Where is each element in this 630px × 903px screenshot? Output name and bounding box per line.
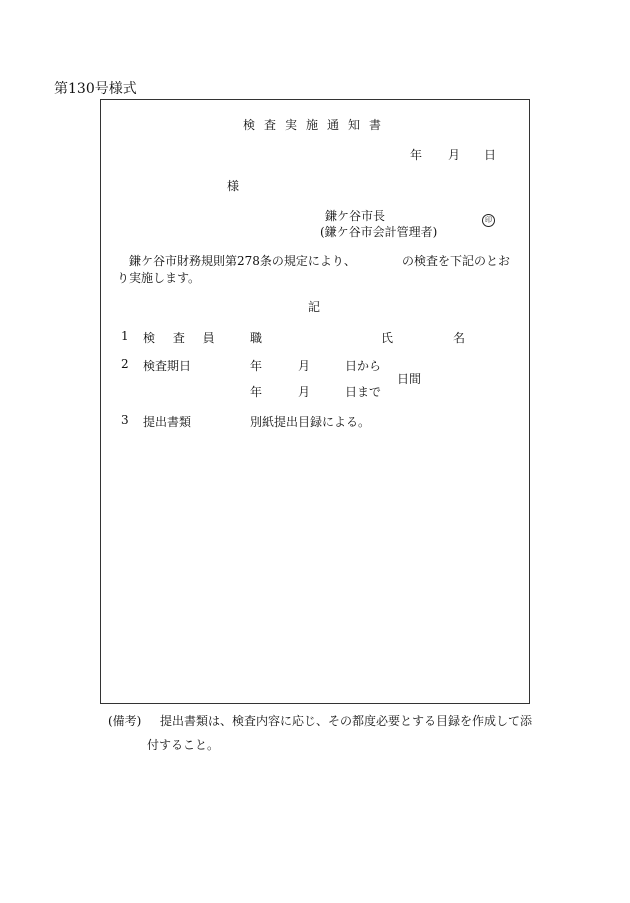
item2-to-month: 月 [298,385,311,399]
item2-number: 2 [121,357,129,371]
document-title: 検査実施通知書 [243,118,391,132]
date-month-label: 月 [448,148,461,162]
item1-name-label-2: 名 [453,331,466,345]
item1-name-label-1: 氏 [381,331,394,345]
body-line1-a: 鎌ケ谷市財務規則第278条の規定により、 [129,254,356,268]
item2-from-month: 月 [298,359,311,373]
item3-number: 3 [121,413,129,427]
addressee-suffix: 様 [227,179,240,193]
item3-value: 別紙提出目録による。 [250,415,371,429]
item2-label: 検査期日 [143,359,192,373]
seal-icon: 印 [482,214,495,227]
item1-label: 検 査 員 [143,331,222,345]
date-day-label: 日 [484,148,497,162]
remarks-line1: 提出書類は、検査内容に応じ、その都度必要とする目録を作成して添 [160,714,533,728]
remarks-line2: 付すること。 [147,738,220,752]
item1-position-label: 職 [250,331,263,345]
body-line1-b: の検査を下記のとお [402,254,511,268]
ki-heading: 記 [308,300,321,314]
seal-mark [482,207,495,227]
item1-number: 1 [121,329,129,343]
issuer-alternate: (鎌ケ谷市会計管理者) [320,225,438,239]
item2-from-year: 年 [250,359,263,373]
date-year-label: 年 [410,148,423,162]
body-line2: り実施します。 [117,271,201,285]
item2-from-day: 日から [345,359,382,373]
form-number: 第130号様式 [54,81,137,97]
item2-to-day: 日まで [345,385,382,399]
item3-label: 提出書類 [143,415,192,429]
item2-to-year: 年 [250,385,263,399]
item2-duration: 日間 [397,372,422,386]
remarks-label: (備考) [108,714,142,728]
notice-frame [100,99,530,704]
issuer-name: 鎌ケ谷市長 [325,209,386,223]
